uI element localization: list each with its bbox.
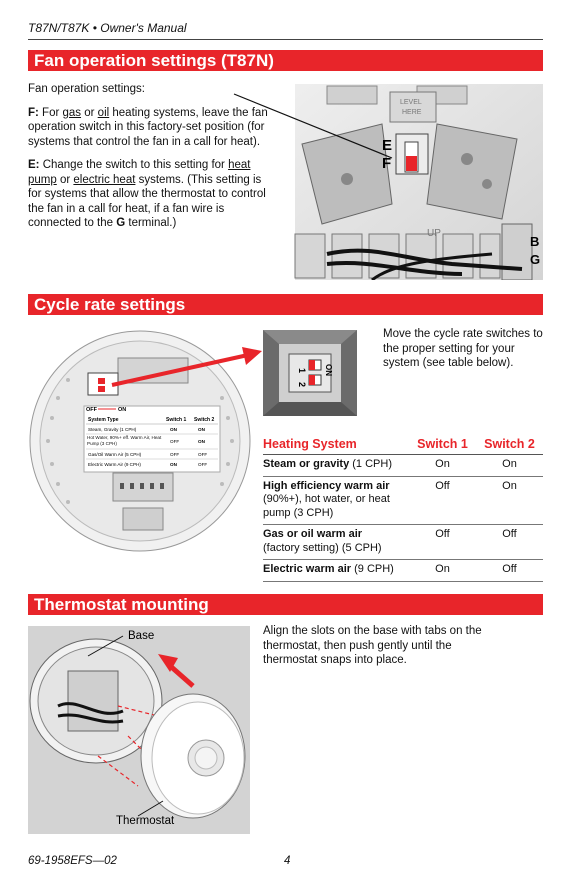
f-label: F:	[28, 106, 39, 119]
mini-r2c1: OFF	[170, 452, 180, 457]
mini-h2: Switch 2	[194, 417, 215, 423]
row-0-bold: Steam or gravity	[263, 458, 350, 470]
table-row	[263, 525, 543, 560]
section-header-mounting	[28, 594, 543, 615]
mini-off: OFF	[86, 407, 97, 413]
fan-switch-figure	[232, 84, 543, 280]
fig-b: B	[530, 234, 540, 249]
zoom-on: ON	[324, 364, 333, 376]
mini-r1c0: Hot Water, 90%+ eff. Warm Air, Heat Pump (3 CPH)	[87, 435, 162, 446]
e-text-4: terminal.)	[125, 217, 177, 229]
row-1-rest: (90%+), hot water, or heat pump (3 CPH)	[263, 493, 390, 519]
fan-intro: Fan operation settings:	[28, 83, 145, 95]
row-0-system	[263, 455, 409, 477]
th-switch-1: Switch 1	[409, 435, 476, 455]
row-0-rest: (1 CPH)	[349, 458, 392, 470]
label-base: Base	[128, 630, 155, 642]
section-title-cycle: Cycle rate settings	[34, 295, 186, 314]
mini-r1c1: OFF	[170, 439, 180, 444]
mini-r3c2: OFF	[198, 462, 208, 467]
zoom-1: 1	[297, 368, 307, 374]
th-heating-system: Heating System	[263, 435, 409, 455]
zoom-2: 2	[297, 382, 307, 388]
mini-r0c1: ON	[170, 427, 177, 432]
row-1-system	[263, 476, 409, 525]
row-2-bold: Gas or oil warm air	[263, 528, 363, 540]
fig-level: LEVEL	[400, 99, 422, 106]
table-header-row	[263, 435, 543, 455]
cycle-description: Move the cycle rate switches to the proper setting for your system (see table below).	[383, 328, 543, 369]
mini-r3c1: ON	[170, 462, 177, 467]
f-text-2: or	[81, 106, 98, 119]
cycle-arrow	[110, 345, 270, 390]
mini-r1c2: ON	[198, 439, 205, 444]
doc-number: 69-1958EFS—02	[28, 855, 117, 867]
th-switch-2: Switch 2	[476, 435, 543, 455]
row-3-bold: Electric warm air	[263, 563, 352, 575]
e-text-1: Change the switch to this setting for	[39, 159, 229, 171]
table-row	[263, 476, 543, 525]
f-gas: gas	[62, 106, 82, 119]
e-label: E:	[28, 159, 40, 171]
fig-here: HERE	[402, 109, 422, 116]
fig-f: F	[382, 155, 392, 172]
e-electric: electric heat	[73, 173, 136, 186]
mounting-description: Align the slots on the base with tabs on the thermostat, then push gently until the thermostat snaps into place.	[263, 625, 482, 666]
f-text-3: heating systems, leave the fan operation switch in this factory-set position (for systems that control the fan in a call for heat).	[28, 106, 268, 148]
section-header-fan	[28, 50, 543, 71]
table-row	[263, 455, 543, 477]
mini-h0: System Type	[88, 417, 119, 423]
row-2-s2: Off	[476, 525, 543, 560]
fig-up: UP	[427, 228, 441, 239]
section-title-mounting: Thermostat mounting	[34, 595, 209, 614]
table-row	[263, 560, 543, 582]
row-3-s2: Off	[476, 560, 543, 582]
header-rule	[28, 39, 543, 40]
section-title-fan: Fan operation settings (T87N)	[34, 51, 274, 70]
mini-r2c2: OFF	[198, 452, 208, 457]
mini-r2c0: Gas/Oil Warm Air (5 CPH)	[88, 452, 142, 457]
row-0-s1: On	[409, 455, 476, 477]
running-header: T87N/T87K • Owner's Manual	[28, 21, 187, 35]
row-3-system	[263, 560, 409, 582]
row-3-s1: On	[409, 560, 476, 582]
e-g: G	[116, 217, 126, 229]
row-1-bold: High efficiency warm air	[263, 479, 390, 492]
mini-r0c0: Steam, Gravity (1 CPH)	[88, 427, 137, 432]
label-thermostat: Thermostat	[116, 815, 175, 827]
f-text-1: For	[38, 106, 63, 119]
row-1-s1: Off	[409, 476, 476, 525]
mini-r0c2: ON	[198, 427, 205, 432]
row-1-s2: On	[476, 476, 543, 525]
cycle-switch-zoom	[263, 330, 357, 416]
row-0-s2: On	[476, 455, 543, 477]
e-heat-pump: heat pump	[28, 159, 251, 186]
row-2-rest: (factory setting) (5 CPH)	[263, 541, 382, 554]
f-oil: oil	[97, 106, 110, 119]
row-2-system	[263, 525, 409, 560]
mini-r3c0: Electric Warm Air (9 CPH)	[88, 462, 141, 467]
mini-h1: Switch 1	[166, 417, 187, 423]
fig-g: G	[530, 252, 541, 267]
fig-e: E	[382, 137, 393, 154]
e-text-2: or	[56, 173, 74, 186]
row-2-s1: Off	[409, 525, 476, 560]
section-header-cycle	[28, 294, 543, 315]
e-text-3: systems. (This setting is for systems that allow the thermostat to control the fan in a call for heat, if a fan wire is connected to the	[28, 173, 266, 229]
page-number: 4	[284, 855, 291, 867]
mini-on: ON	[118, 407, 127, 413]
row-3-rest: (9 CPH)	[351, 563, 394, 575]
mounting-figure	[28, 626, 250, 834]
heating-system-table	[263, 435, 543, 582]
